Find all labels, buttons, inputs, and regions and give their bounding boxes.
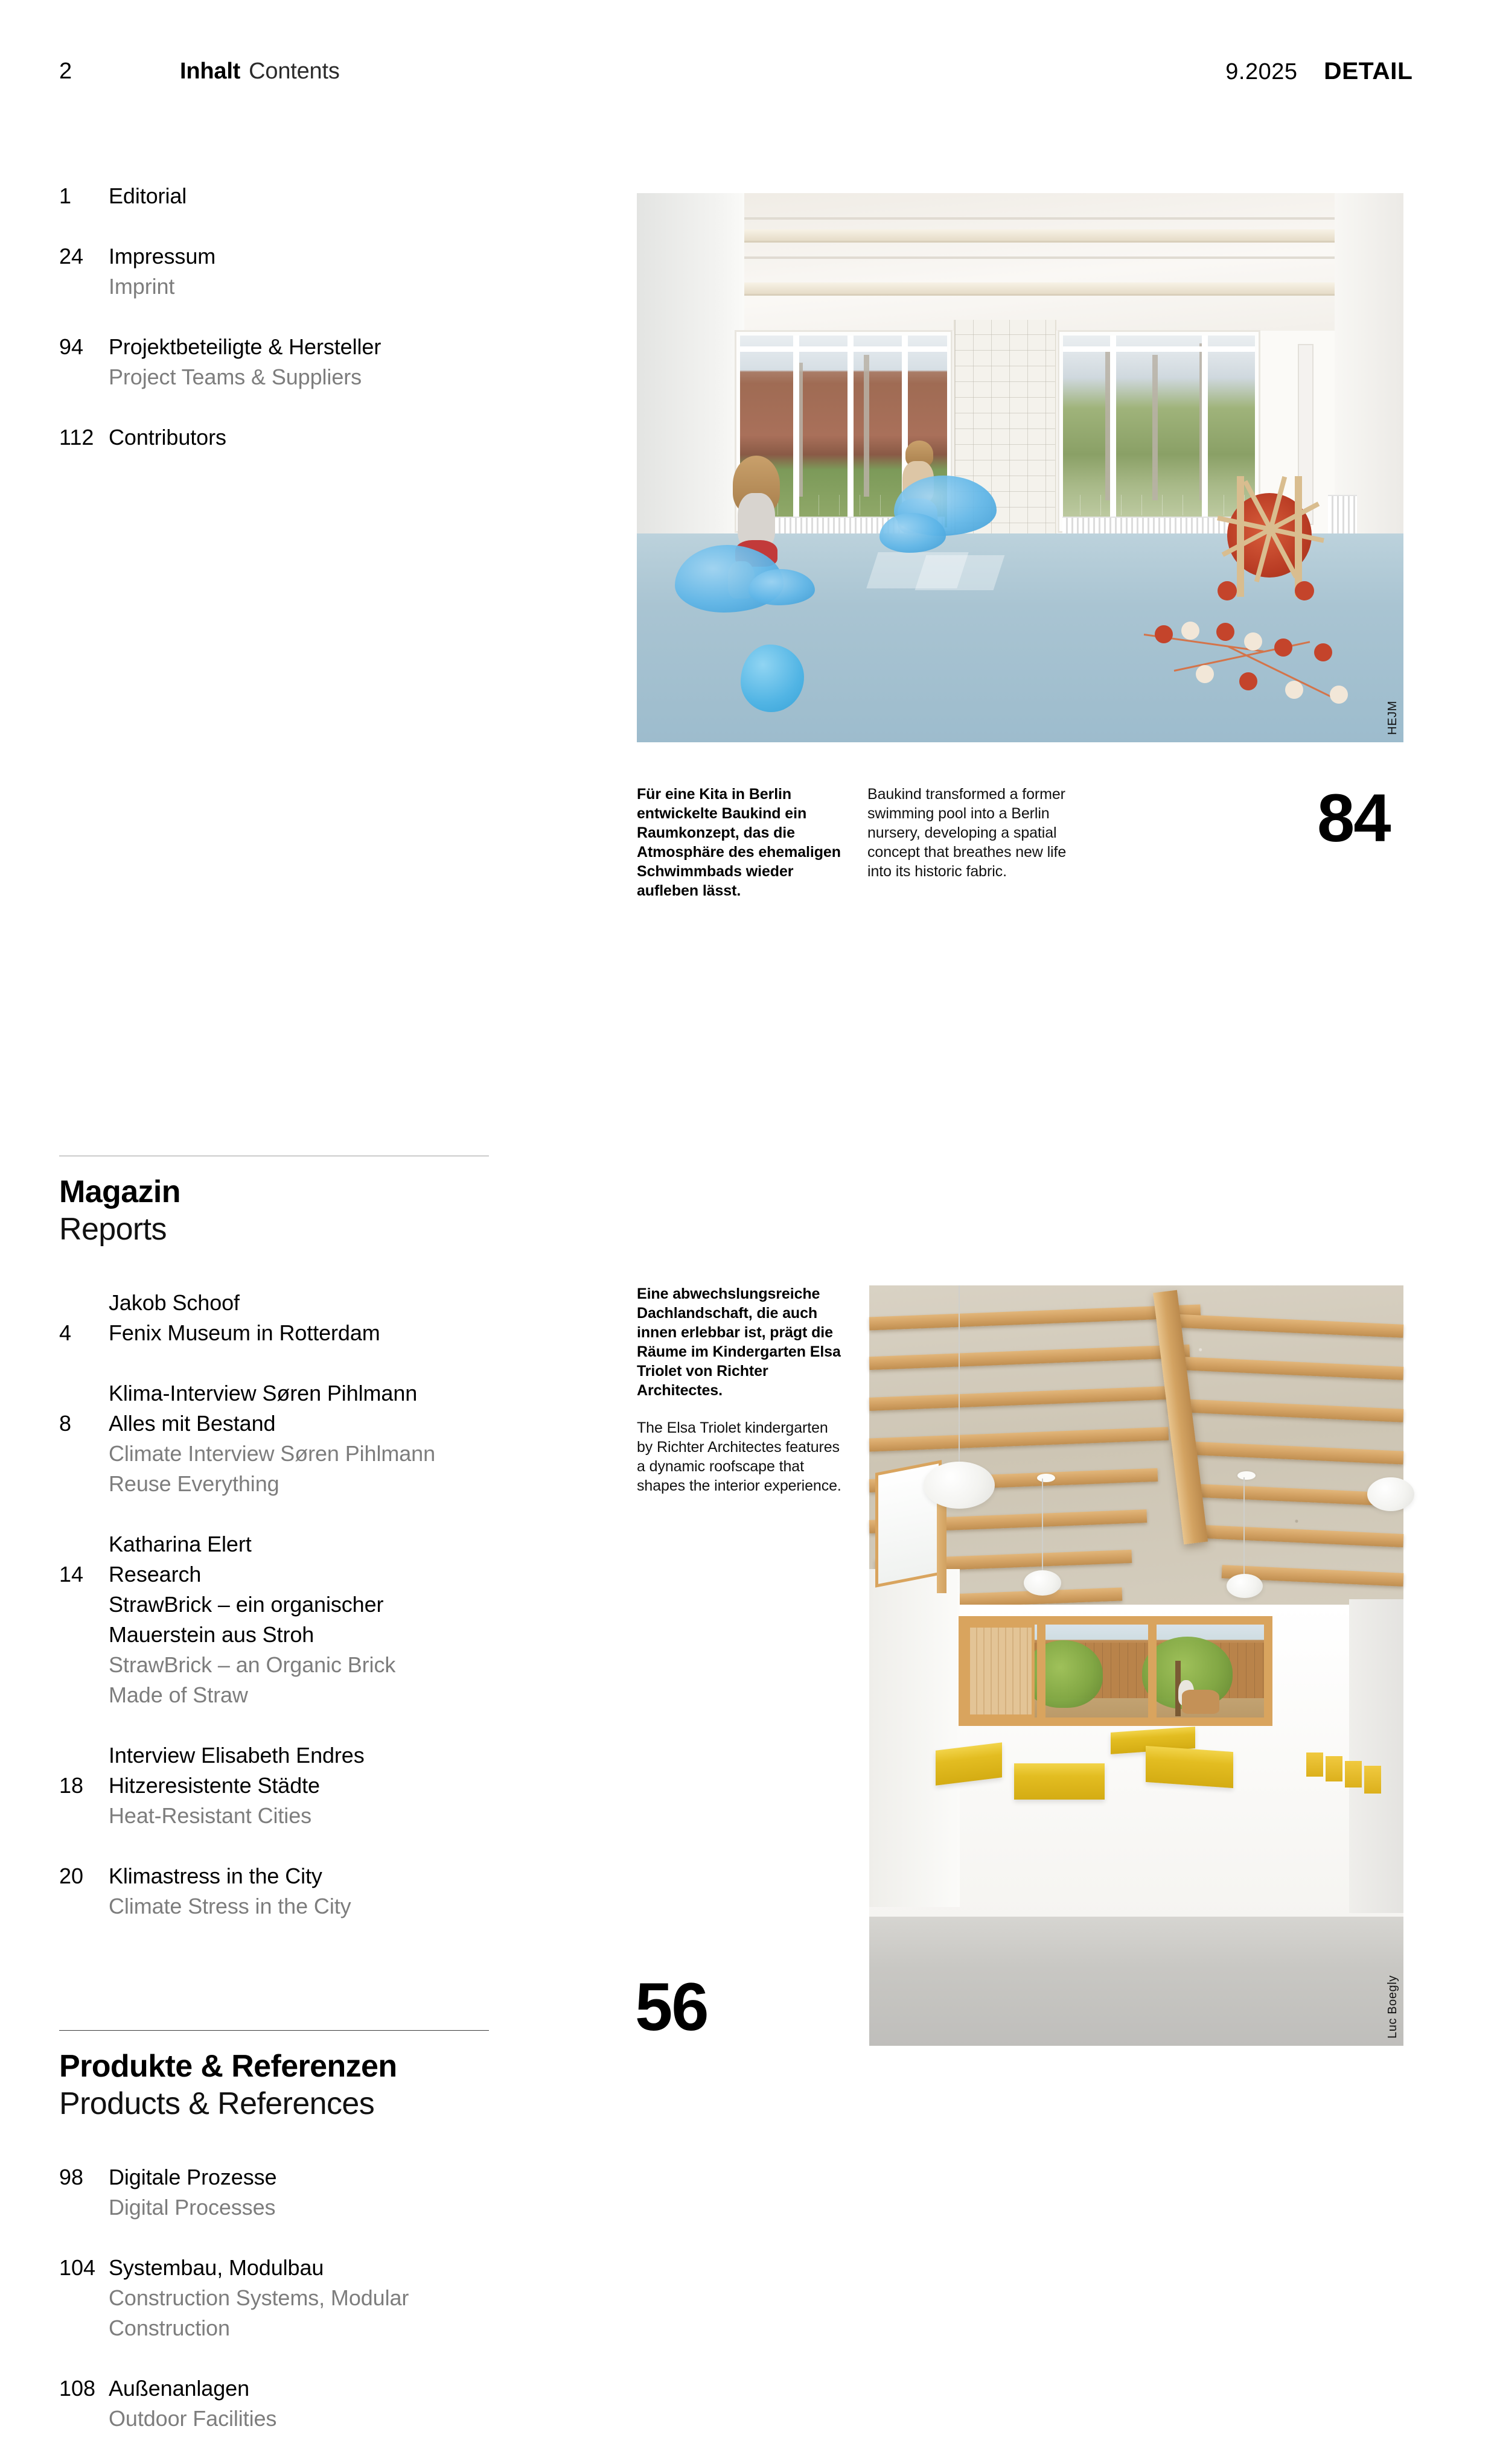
yellow-bench: [1146, 1746, 1233, 1788]
detail-logo: DETAIL: [1323, 58, 1412, 84]
toc-entry-title-en: Made of Straw: [109, 1682, 248, 1707]
page-header: [59, 57, 1412, 94]
bead: [1155, 625, 1173, 643]
ceiling: [637, 193, 1403, 342]
folio-number: 2: [59, 59, 72, 84]
figure-kita-berlin: [637, 193, 1403, 742]
page-title-de: Inhalt: [180, 59, 241, 84]
bead-string: [1138, 610, 1367, 712]
toc-entry[interactable]: [59, 332, 536, 392]
pendant-lamp: [1024, 1570, 1061, 1596]
shrub: [1024, 1640, 1103, 1708]
toc-entry[interactable]: [59, 181, 536, 211]
spacer: [59, 2434, 536, 2464]
bead: [1244, 632, 1262, 651]
contents-section: [59, 1156, 536, 1952]
page-title: [180, 57, 1225, 85]
masthead: [1225, 57, 1412, 86]
caption-kita-de: [637, 785, 854, 900]
toc-entry-title-en: Climate Stress in the City: [109, 1894, 351, 1918]
toc-entry-title-de: Mauerstein aus Stroh: [109, 1622, 314, 1647]
caption-text-de: Für eine Kita in Berlin entwickelte Baukind ein Raumkonzept, das die Atmosphäre des ehemaligen Schwimmbads wieder aufleben lässt.: [637, 786, 841, 899]
toc-entry[interactable]: [59, 241, 536, 302]
toc-entry[interactable]: [59, 2162, 536, 2223]
toc-entry-title-en: Construction Systems, Modular: [109, 2285, 409, 2310]
yellow-stool: [1306, 1752, 1323, 1777]
toc-entry-page: 104: [59, 2255, 96, 2280]
bead: [1330, 686, 1348, 704]
page-title-en: Contents: [249, 59, 340, 84]
spacer: [59, 2131, 536, 2162]
toc-entry-title-de: Digitale Prozesse: [109, 2165, 277, 2189]
tree-trunk: [1152, 355, 1158, 501]
section-rule: [59, 2030, 489, 2031]
toc-entry-page: 1: [59, 183, 72, 208]
yellow-stool: [1326, 1756, 1342, 1781]
toc-entry[interactable]: [59, 1740, 536, 1831]
toc-entry[interactable]: [59, 1529, 536, 1710]
toc-entry-title-de: Klimastress in the City: [109, 1864, 322, 1888]
toc-entry-body: [109, 332, 536, 392]
toc-entry-page: 108: [59, 2376, 96, 2401]
toc-entry[interactable]: [59, 1288, 536, 1348]
tree-trunk: [864, 355, 869, 497]
right-wall: [1349, 1599, 1403, 1913]
bead: [1196, 665, 1214, 683]
section-heading-en: Reports: [59, 1212, 167, 1247]
toc-entry-author: Klima-Interview Søren Pihlmann: [109, 1381, 418, 1405]
bead: [1274, 638, 1292, 657]
front-matter-list: [59, 181, 536, 483]
toc-entry-title-de: Editorial: [109, 183, 187, 208]
toc-entry-title-en: Project Teams & Suppliers: [109, 365, 362, 389]
child-on-inflatable: [872, 441, 1011, 579]
photo-kindergarten: [869, 1285, 1403, 2046]
photo-kita-berlin: [637, 193, 1403, 742]
section-heading: [59, 1173, 536, 1248]
recessed-light: [1037, 1474, 1055, 1482]
bead: [1239, 672, 1257, 690]
yellow-stool: [1364, 1766, 1381, 1794]
contents-section: [59, 2030, 536, 2464]
yellow-stool: [1345, 1761, 1362, 1788]
toc-entry-title-en: Construction: [109, 2316, 230, 2340]
spacer: [59, 1921, 536, 1952]
section-heading: [59, 2048, 536, 2122]
issue-date: 9.2025: [1225, 59, 1298, 84]
toc-entry-title-de: Fenix Museum in Rotterdam: [109, 1320, 380, 1345]
caption-kita-en: [867, 785, 1073, 881]
wooden-toy-cart: [1204, 474, 1334, 613]
feature-page-number-56: 56: [635, 1969, 708, 2045]
toc-entry-title-en: Heat-Resistant Cities: [109, 1803, 312, 1828]
window-transom: [1063, 346, 1255, 352]
toc-entry-body: [109, 422, 536, 453]
toc-entry-body: [109, 241, 536, 302]
toc-entry-title-de: Systembau, Modulbau: [109, 2255, 324, 2280]
ceiling-joint: [660, 217, 1380, 220]
section-heading-de: Magazin: [59, 1174, 180, 1209]
toc-entry[interactable]: [59, 422, 536, 453]
toc-entry[interactable]: [59, 2253, 536, 2343]
toc-entry-author: Jakob Schoof: [109, 1290, 240, 1315]
toc-entry-body: [109, 2253, 536, 2343]
child-on-inflatable: [670, 456, 809, 606]
toc-entry-title-de: Research: [109, 1562, 202, 1587]
caption-text-en: The Elsa Triolet kindergarten by Richter Architectes features a dynamic roofscape that shapes the interior experience.: [637, 1419, 841, 1494]
spacer: [59, 302, 536, 332]
toc-entry-title-en: Digital Processes: [109, 2195, 276, 2220]
toc-entry-page: 4: [59, 1320, 72, 1345]
toc-entry-page: 20: [59, 1864, 84, 1888]
lamp-wire: [1243, 1477, 1245, 1580]
toc-entry-body: [109, 1288, 536, 1348]
photo-credit: Luc Boegly: [1386, 1975, 1399, 2039]
pendant-lamp: [1367, 1477, 1414, 1511]
toc-entry-title-en: Imprint: [109, 274, 175, 299]
spacer: [59, 1710, 536, 1740]
toc-entry-title-de: Projektbeteiligte & Hersteller: [109, 334, 381, 359]
toc-entry-body: [109, 2162, 536, 2223]
inflatable-tail: [748, 569, 815, 605]
toy-wheel-small: [1218, 581, 1237, 600]
spacer: [59, 453, 536, 483]
toc-entry-body: [109, 181, 536, 211]
yellow-bench: [1014, 1763, 1105, 1800]
contents-left-column: [59, 181, 536, 2464]
toc-entry-page: 14: [59, 1562, 84, 1587]
spacer: [59, 211, 536, 241]
pendant-lamp: [1227, 1574, 1263, 1598]
toc-entry[interactable]: [59, 2373, 536, 2434]
figure-kindergarten-elsa-triolet: [869, 1285, 1403, 2046]
toc-entry-title-de: Alles mit Bestand: [109, 1411, 276, 1436]
toc-entry[interactable]: [59, 1861, 536, 1921]
toc-entry-author: Interview Elisabeth Endres: [109, 1743, 365, 1768]
lamp-wire: [1042, 1479, 1043, 1576]
lamp-wire: [959, 1285, 960, 1466]
window-mullion: [1037, 1625, 1045, 1717]
spacer: [59, 392, 536, 422]
ceiling-beam: [652, 229, 1388, 243]
left-wall: [869, 1569, 960, 1907]
garden-window: [959, 1616, 1272, 1726]
bead: [1285, 681, 1303, 699]
toc-entry-title-de: Hitzeresistente Städte: [109, 1773, 320, 1798]
cart-frame: [1295, 476, 1302, 597]
toc-entry-body: [109, 2373, 536, 2434]
toc-entry-page: 8: [59, 1411, 72, 1436]
caption-text-de: Eine abwechslungsreiche Dachlandschaft, die auch innen erlebbar ist, prägt die Räume im Kindergarten Elsa Triolet von Richter Architectes.: [637, 1285, 841, 1399]
section-list: [59, 1156, 536, 2464]
recessed-light: [1237, 1471, 1256, 1480]
ceiling-joint: [660, 256, 1380, 259]
caption-spacer: [637, 1400, 845, 1418]
spacer: [59, 1831, 536, 1861]
toc-entry-author: Katharina Elert: [109, 1532, 252, 1556]
toc-entry-title-de: Impressum: [109, 244, 216, 269]
spacer: [59, 1499, 536, 1529]
toc-entry[interactable]: [59, 1378, 536, 1499]
spacer: [59, 2223, 536, 2253]
concrete-floor: [869, 1917, 1403, 2046]
toc-entry-body: [109, 1740, 536, 1831]
window-mullion: [1148, 1625, 1157, 1717]
toc-entry-body: [109, 1378, 536, 1499]
garden-door: [967, 1625, 1035, 1717]
toc-entry-page: 24: [59, 244, 84, 269]
section-heading-en: Products & References: [59, 2086, 375, 2121]
window-transom: [740, 346, 947, 352]
toc-entry-title-en: Outdoor Facilities: [109, 2406, 277, 2431]
ceiling-beam: [652, 282, 1388, 296]
spacer: [59, 1256, 536, 1288]
toc-entry-title-de: StrawBrick – ein organischer: [109, 1592, 384, 1617]
photo-credit: HEJM: [1386, 701, 1399, 735]
bead: [1314, 643, 1332, 661]
toc-entry-title-en: StrawBrick – an Organic Brick: [109, 1652, 396, 1677]
toy-wheel-small: [1295, 581, 1314, 600]
toc-entry-title-de: Außenanlagen: [109, 2376, 249, 2401]
toc-entry-title-en: Reuse Everything: [109, 1471, 279, 1496]
feature-page-number-84: 84: [1317, 780, 1390, 856]
bead: [1181, 622, 1199, 640]
toc-entry-page: 94: [59, 334, 84, 359]
toc-entry-body: [109, 1529, 536, 1710]
caption-kindergarten: [637, 1284, 845, 1495]
bead: [1216, 623, 1234, 641]
spacer: [59, 2343, 536, 2373]
toc-entry-page: 18: [59, 1773, 84, 1798]
caption-text-en: Baukind transformed a former swimming pool into a Berlin nursery, developing a spatial concept that breathes new life into its historic fabric.: [867, 786, 1067, 880]
toc-entry-title-de: Contributors: [109, 425, 226, 450]
toc-entry-page: 112: [59, 425, 94, 450]
toc-entry-body: [109, 1861, 536, 1921]
toc-entry-page: 98: [59, 2165, 84, 2189]
rocking-horse: [1182, 1690, 1219, 1714]
section-heading-de: Produkte & Referenzen: [59, 2049, 397, 2084]
spacer: [59, 1348, 536, 1378]
cart-frame: [1237, 476, 1244, 597]
toc-entry-title-en: Climate Interview Søren Pihlmann: [109, 1441, 436, 1466]
pendant-lamp: [924, 1462, 995, 1509]
